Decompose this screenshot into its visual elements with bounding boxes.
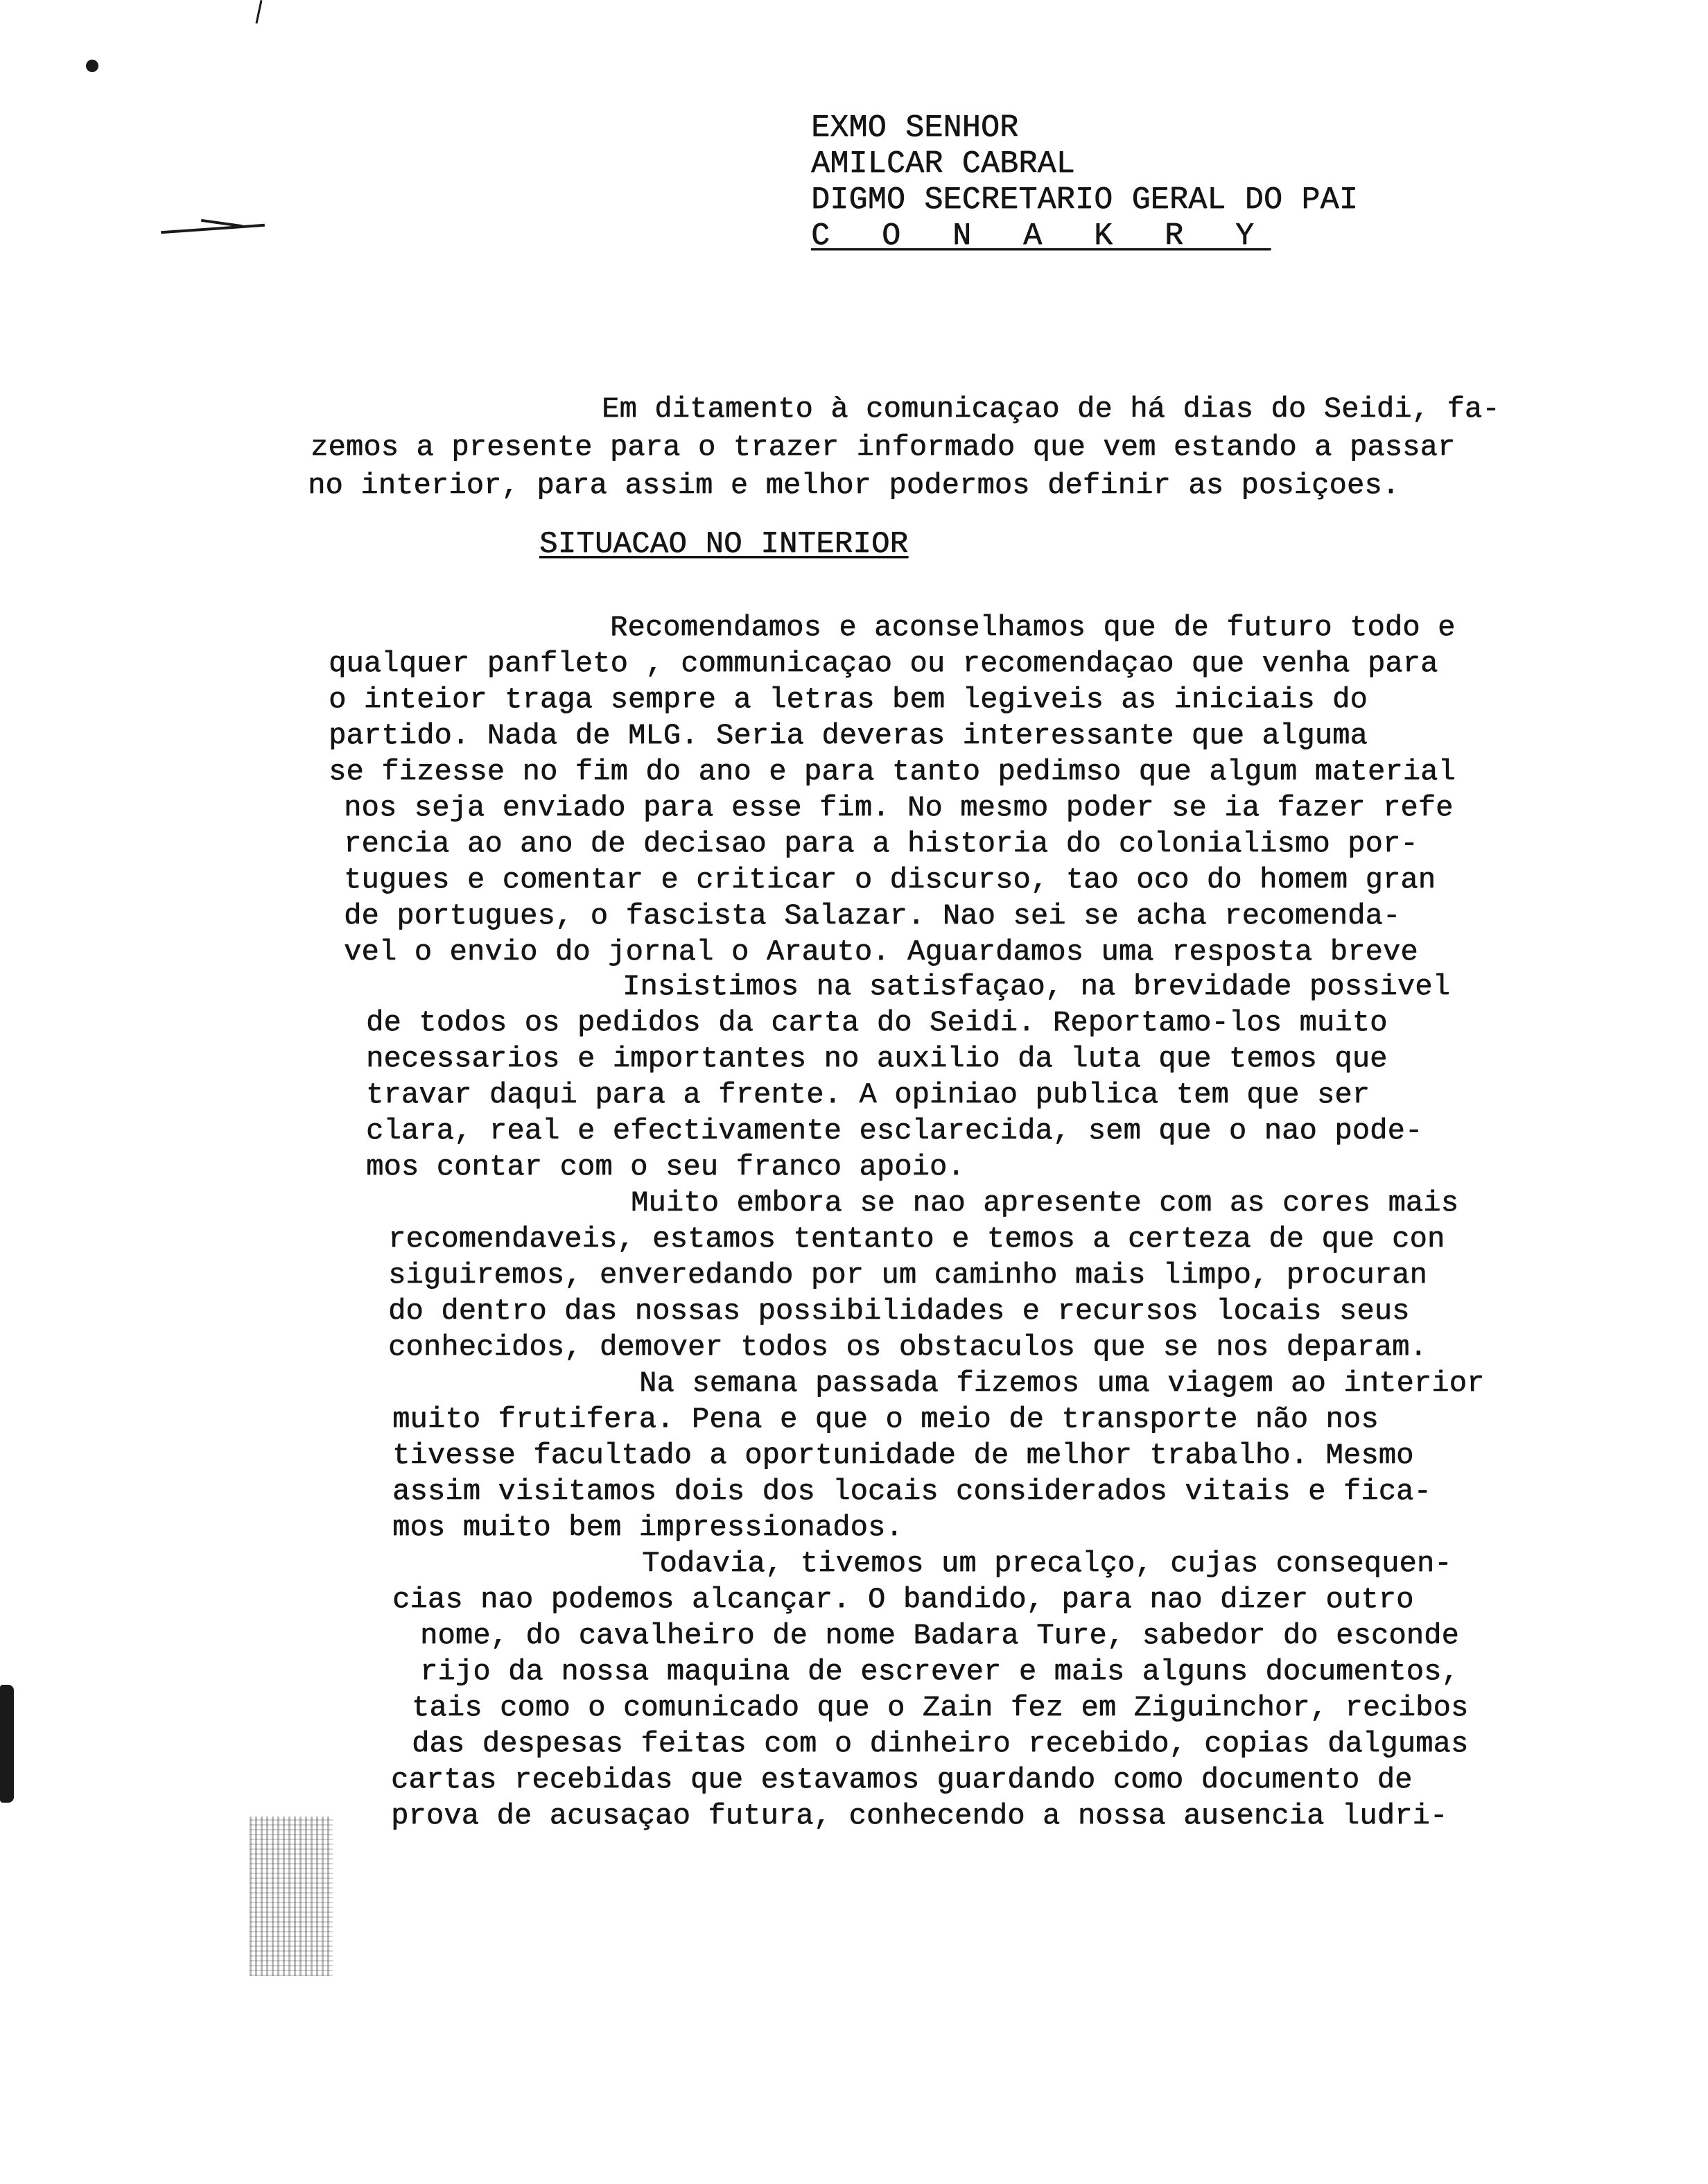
body-line: nome, do cavalheiro de nome Badara Ture, sabedor do esconde — [420, 1619, 1459, 1652]
body-line: assim visitamos dois dos locais considerados vitais e fica- — [392, 1475, 1431, 1508]
top-tick-mark — [255, 0, 262, 24]
body-line: siguiremos, enveredando por um caminho mais limpo, procuran — [388, 1258, 1427, 1292]
scan-smudge — [250, 1817, 333, 1976]
body-line: o inteior traga sempre a letras bem legiveis as iniciais do — [329, 683, 1368, 716]
body-line: conhecidos, demover todos os obstaculos que se nos deparam. — [388, 1331, 1427, 1364]
edge-ink-mark — [0, 1685, 14, 1803]
body-line: tivesse facultado a oportunidade de melhor trabalho. Mesmo — [392, 1439, 1414, 1472]
margin-scribble-mark — [161, 224, 265, 234]
body-line: prova de acusaçao futura, conhecendo a nossa ausencia ludri- — [391, 1799, 1448, 1832]
address-line-salutation: EXMO SENHOR — [811, 110, 1019, 146]
intro-line: zemos a presente para o trazer informado que vem estando a passar — [311, 431, 1456, 464]
body-line: travar daqui para a frente. A opiniao publica tem que ser — [366, 1078, 1370, 1111]
body-line: Insistimos na satisfaçao, na brevidade possivel — [622, 970, 1450, 1003]
body-line: Na semana passada fizemos uma viagem ao interior — [639, 1367, 1485, 1400]
address-line-title: DIGMO SECRETARIO GERAL DO PAI — [811, 182, 1358, 218]
body-line: clara, real e efectivamente esclarecida, sem que o nao pode- — [366, 1114, 1423, 1147]
body-line: cias nao podemos alcançar. O bandido, para nao dizer outro — [392, 1583, 1414, 1616]
punch-hole-mark — [86, 60, 98, 72]
address-line-name: AMILCAR CABRAL — [811, 146, 1075, 182]
body-line: nos seja enviado para esse fim. No mesmo poder se ia fazer refe — [344, 791, 1454, 824]
body-line: tais como o comunicado que o Zain fez em Ziguinchor, recibos — [412, 1691, 1469, 1724]
body-line: tugues e comentar e criticar o discurso, tao oco do homem gran — [344, 863, 1436, 896]
body-line: de todos os pedidos da carta do Seidi. Reportamo-los muito — [366, 1006, 1388, 1039]
section-heading: SITUACAO NO INTERIOR — [539, 527, 909, 562]
body-line: cartas recebidas que estavamos guardando como documento de — [391, 1763, 1413, 1796]
body-line: muito frutifera. Pena e que o meio de transporte não nos — [392, 1403, 1379, 1436]
body-line: de portugues, o fascista Salazar. Nao sei se acha recomenda- — [344, 899, 1401, 933]
body-line: mos muito bem impressionados. — [392, 1511, 903, 1544]
intro-line: no interior, para assim e melhor podermos definir as posiçoes. — [308, 469, 1400, 502]
body-line: rencia ao ano de decisao para a historia do colonialismo por- — [344, 827, 1418, 860]
body-line: recomendaveis, estamos tentanto e temos a certeza de que con — [388, 1222, 1445, 1256]
address-line-city: C O N A K R Y — [811, 218, 1271, 254]
body-line: se fizesse no fim do ano e para tanto pedimso que algum material — [329, 755, 1456, 788]
body-line: rijo da nossa maquina de escrever e mais alguns documentos, — [420, 1655, 1459, 1688]
body-line: partido. Nada de MLG. Seria deveras interessante que alguma — [329, 719, 1368, 752]
body-line: Todavia, tivemos um precalço, cujas consequen- — [642, 1547, 1452, 1580]
body-line: do dentro das nossas possibilidades e recursos locais seus — [388, 1294, 1410, 1328]
body-line: necessarios e importantes no auxilio da luta que temos que — [366, 1042, 1388, 1075]
body-line: Muito embora se nao apresente com as cores mais — [631, 1186, 1458, 1220]
body-line: mos contar com o seu franco apoio. — [366, 1150, 965, 1184]
body-line: vel o envio do jornal o Arauto. Aguardamos uma resposta breve — [344, 935, 1418, 969]
body-line: qualquer panfleto , communicaçao ou recomendaçao que venha para — [329, 647, 1438, 680]
body-line: Recomendamos e aconselhamos que de futuro todo e — [610, 611, 1456, 644]
intro-line: Em ditamento à comunicaçao de há dias do Seidi, fa- — [602, 392, 1500, 426]
body-line: das despesas feitas com o dinheiro recebido, copias dalgumas — [412, 1727, 1469, 1760]
